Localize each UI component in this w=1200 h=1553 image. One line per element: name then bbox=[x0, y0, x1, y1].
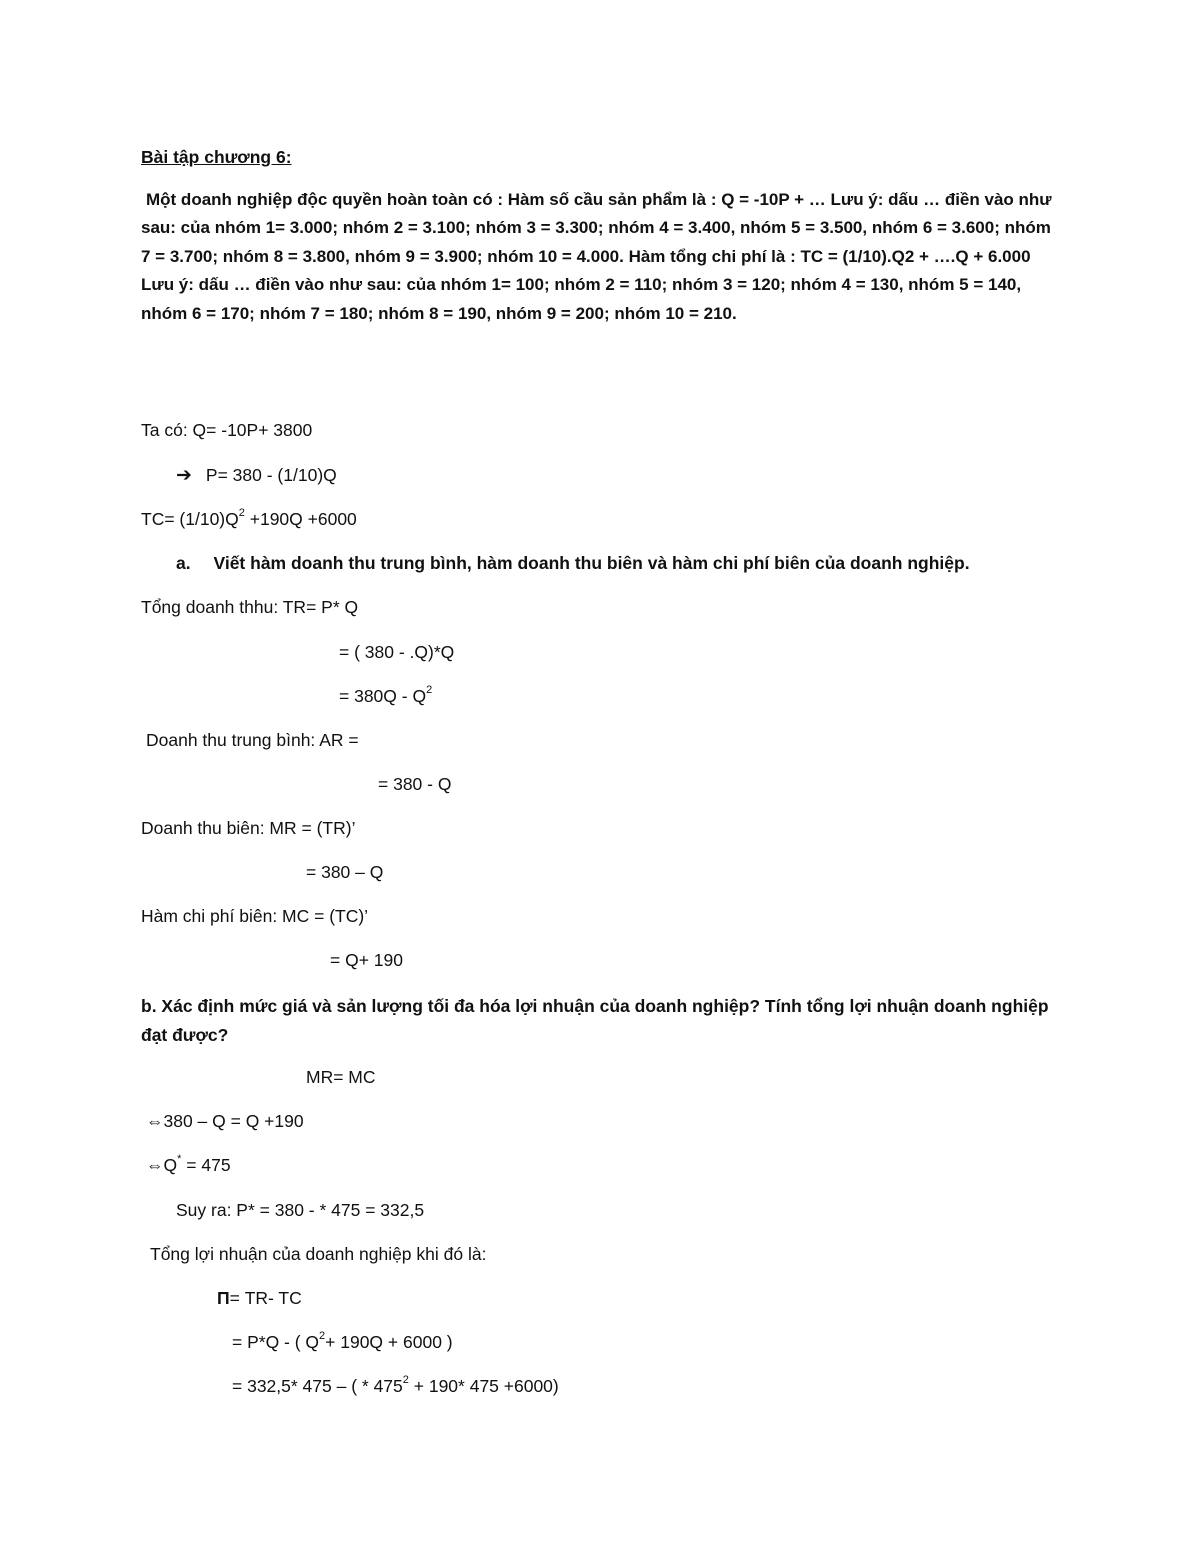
optimal-price: Suy ra: P* = 380 - * 475 = 332,5 bbox=[176, 1200, 425, 1220]
total-revenue-line: Tổng doanh thhu: TR= P* Q bbox=[141, 597, 359, 617]
total-revenue-step-1: = ( 380 - .Q)*Q bbox=[339, 642, 455, 662]
average-revenue-step: = 380 - Q bbox=[378, 774, 452, 794]
mr-equals-mc: MR= MC bbox=[306, 1067, 376, 1087]
profit-step-1: = P*Q - ( $Q^2+ 190Q + 6000$ ) bbox=[232, 1330, 453, 1352]
part-a-label: a. bbox=[176, 553, 191, 573]
marginal-revenue-line: Doanh thu biên: MR = (TR)’ bbox=[141, 818, 356, 838]
profit-intro: Tổng lợi nhuận của doanh nghiệp khi đó là: bbox=[150, 1244, 487, 1264]
equivalence-icon: ⇔ bbox=[146, 1111, 164, 1131]
equivalence-icon: ⇔ bbox=[146, 1155, 164, 1175]
average-revenue-line: Doanh thu trung bình: AR = bbox=[146, 730, 359, 750]
marginal-revenue-step: = 380 – Q bbox=[306, 862, 384, 882]
profit-step-2: = 332,5* 475 – ( * $475^2 + 190*$ 475 +6000) bbox=[232, 1374, 559, 1396]
demand-function: Ta có: Q= -10P+ 3800 bbox=[141, 420, 313, 440]
equation-step-1: ⇔380 – Q = Q +190 bbox=[146, 1111, 304, 1131]
part-b-question: b. Xác định mức giá và sản lượng tối đa hóa lợi nhuận của doanh nghiệp? Tính tổng lợi nhuận doanh nghiệp đạt được? bbox=[141, 996, 1049, 1045]
problem-statement: Một doanh nghiệp độc quyền hoàn toàn có : Hàm số cầu sản phẩm là : Q = -10P + … Lưu ý: dấu … điền vào như sau: của nhóm 1= 3.000; nhóm 2 = 3.100; nhóm 3 = 3.300; nhóm 4 = 3.400, nhóm 5 = 3.500, nhóm 6 = 3.600; nhóm 7 = 3.700; nhóm 8 = 3.800, nhóm 9 = 3.900; nhóm 10 = 4.000. Hàm tổng chi phí là : TC = (1/10).Q2 + ….Q + 6.000 Lưu ý: dấu … điền vào như sau: của nhóm 1= 100; nhóm 2 = 110; nhóm 3 = 120; nhóm 4 = 130, nhóm 5 = 140, nhóm 6 = 170; nhóm 7 = 180; nhóm 8 = 190, nhóm 9 = 200; nhóm 10 = 210. bbox=[141, 190, 1052, 323]
inverse-demand: P= 380 - (1/10)Q bbox=[205, 465, 337, 485]
total-revenue-step-2: = $380Q - Q^2$ bbox=[339, 684, 433, 706]
equation-step-2: ⇔Q* = 475 bbox=[146, 1153, 231, 1175]
marginal-cost-step: = Q+ 190 bbox=[330, 950, 403, 970]
part-a-question: a. Viết hàm doanh thu trung bình, hàm doanh thu biên và hàm chi phí biên của doanh nghiệp. bbox=[176, 553, 970, 573]
profit-definition: Π= TR- TC bbox=[217, 1288, 302, 1308]
pi-symbol: Π bbox=[217, 1288, 230, 1308]
inverse-demand-line bbox=[176, 464, 337, 487]
total-cost-function: $TC= (1/10)Q^2 +190Q +6000$ bbox=[141, 507, 357, 529]
exercise-title: Bài tập chương 6: bbox=[141, 147, 292, 167]
right-arrow-icon: ➔ bbox=[176, 465, 192, 486]
marginal-cost-line: Hàm chi phí biên: MC = (TC)’ bbox=[141, 906, 369, 926]
